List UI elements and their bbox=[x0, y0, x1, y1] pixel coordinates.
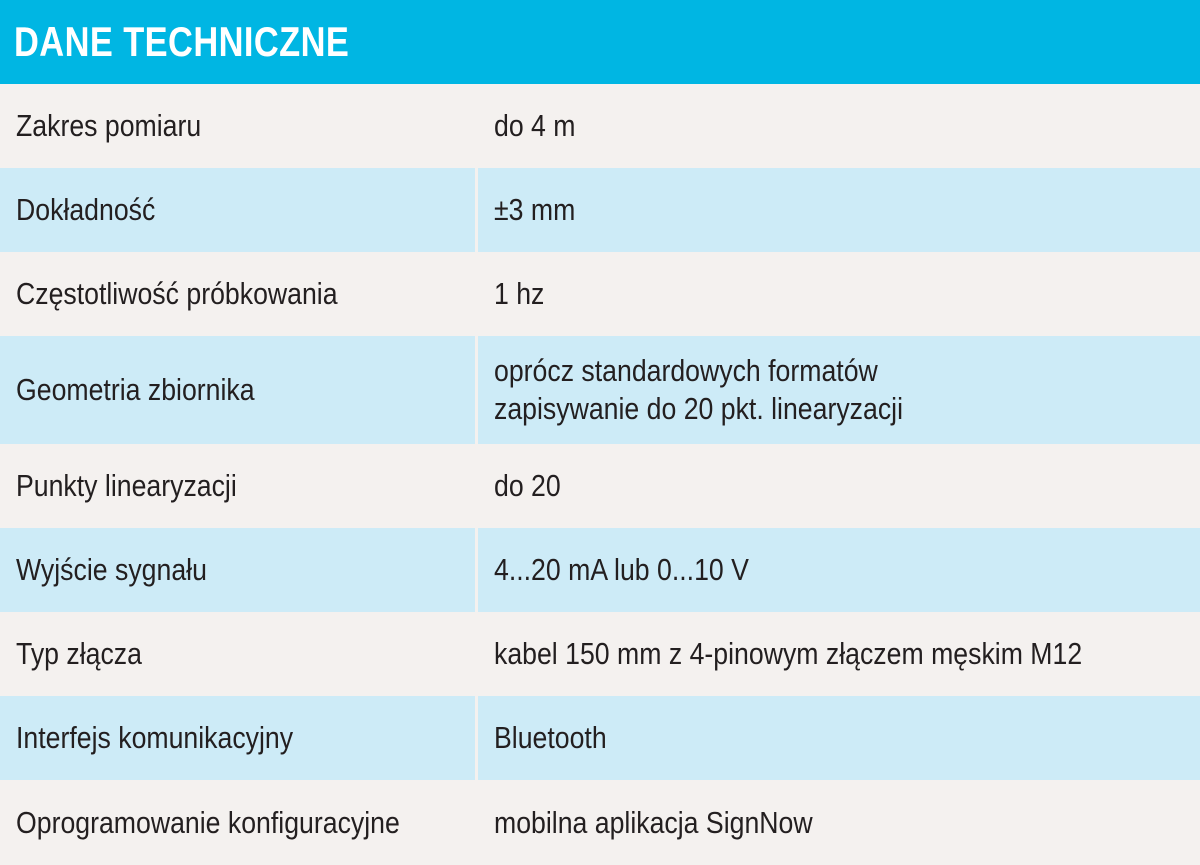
spec-value: do 4 m bbox=[494, 108, 576, 143]
table-row bbox=[0, 444, 1200, 528]
spec-value: oprócz standardowych formatów zapisywanie do 20 pkt. linearyzacji bbox=[494, 353, 904, 426]
table-row bbox=[0, 696, 1200, 780]
spec-value: Bluetooth bbox=[494, 720, 607, 755]
table-row bbox=[0, 780, 1200, 865]
table-row bbox=[0, 252, 1200, 336]
spec-label: Wyjście sygnału bbox=[0, 528, 478, 612]
table-row bbox=[0, 168, 1200, 252]
spec-value: do 20 bbox=[494, 468, 561, 503]
spec-label: Punkty linearyzacji bbox=[0, 444, 478, 528]
table-row bbox=[0, 612, 1200, 696]
spec-value: 1 hz bbox=[494, 276, 545, 311]
specs-table bbox=[0, 84, 1200, 865]
page-title: DANE TECHNICZNE bbox=[14, 18, 350, 65]
spec-label: Interfejs komunikacyjny bbox=[0, 696, 478, 780]
spec-label: Zakres pomiaru bbox=[0, 84, 478, 168]
spec-label: Dokładność bbox=[0, 168, 478, 252]
spec-label: Częstotliwość próbkowania bbox=[0, 252, 478, 336]
spec-value: 4...20 mA lub 0...10 V bbox=[494, 552, 749, 587]
spec-value: mobilna aplikacja SignNow bbox=[494, 804, 813, 840]
spec-value: kabel 150 mm z 4-pinowym złączem męskim M12 bbox=[494, 636, 1083, 671]
spec-label: Oprogramowanie konfiguracyjne bbox=[0, 780, 478, 865]
table-header bbox=[0, 0, 1200, 84]
table-row bbox=[0, 528, 1200, 612]
spec-value: ±3 mm bbox=[494, 192, 576, 227]
spec-label: Typ złącza bbox=[0, 612, 478, 696]
table-row bbox=[0, 336, 1200, 444]
spec-label: Geometria zbiornika bbox=[0, 336, 478, 444]
table-row bbox=[0, 84, 1200, 168]
